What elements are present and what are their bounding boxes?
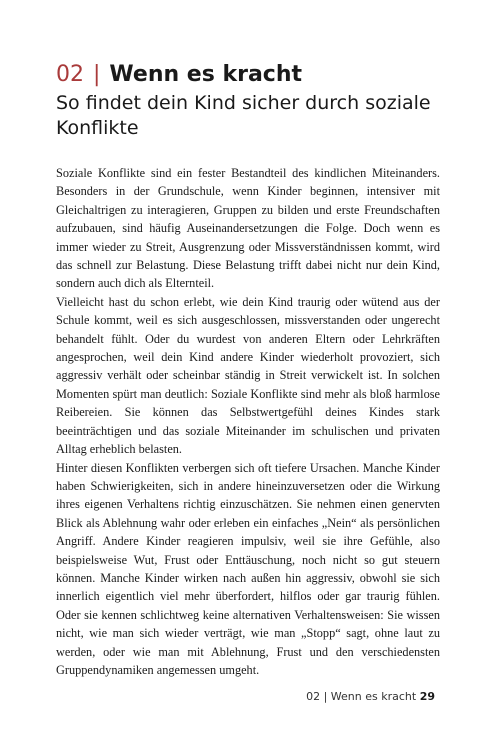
chapter-number: 02 xyxy=(56,62,84,87)
chapter-name: Wenn es kracht xyxy=(109,62,303,87)
body-text xyxy=(56,164,440,679)
paragraph-1: Soziale Konflikte sind ein fester Bestandteil des kindlichen Miteinanders. Besonders in der Grundschule, wenn Kinder beginnen, intensiver mit Gleichaltrigen zu interagieren, Gruppen zu bilden und erste Freundschaften aufzubauen, sind häufig Auseinandersetzungen die Folge. Doch wenn es immer wieder zu Streit, Ausgrenzung oder Missverständnissen kommt, wird das schnell zur Belastung. Diese Belastung trifft dabei nicht nur dein Kind, sondern auch dich als Elternteil. xyxy=(56,166,440,291)
chapter-title xyxy=(56,60,456,90)
page-number: 29 xyxy=(419,690,435,703)
paragraph-3: Hinter diesen Konflikten verbergen sich oft tiefere Ursachen. Manche Kinder haben Schwierigkeiten, sich in andere hineinzuversetzen oder die Wirkung ihres eigenen Verhaltens richtig einzuschätzen. Sie nehmen einen genervten Blick als Ablehnung wahr oder erleben ein einfaches „Nein“ als persönlichen Angriff. Andere Kinder reagieren impulsiv, weil sie ihre Gefühle, also beispielsweise Wut, Frust oder Enttäuschung, noch nicht so gut steuern können. Manche Kinder wirken nach außen hin aggressiv, obwohl sie sich innerlich eigentlich viel mehr überfordert, hilflos oder gar traurig fühlen. Oder sie kennen schlichtweg keine alternativen Verhaltensweisen: Sie wissen nicht, wie man sich wieder verträgt, wie man „Stopp“ sagt, ohne laut zu werden, oder wie man mit Ablehnung, Frust und den verschiedensten Gruppendynamiken angemessen umgeht. xyxy=(56,460,440,677)
paragraph-2: Vielleicht hast du schon erlebt, wie dein Kind traurig oder wütend aus der Schule kommt, weil es sich ausgeschlossen, missverstanden oder ungerecht behandelt fühlt. Oder du wurdest von anderen Eltern oder Lehrkräften angesprochen, weil dein Kind andere Kinder wiederholt provoziert, sich aggressiv verhält oder scheinbar ständig in Streit verwickelt ist. In solchen Momenten spürt man deutlich: Soziale Konflikte sind mehr als bloß harmlose Reibereien. Sie können das Selbstwertgefühl deines Kindes stark beeinträchtigen und das soziale Miteinander im schulischen und privaten Alltag erheblich belasten. xyxy=(56,294,440,457)
chapter-subtitle: So findet dein Kind sicher durch soziale Konflikte xyxy=(56,92,431,139)
footer-section: 02 | Wenn es kracht xyxy=(306,690,417,703)
chapter-heading xyxy=(56,60,456,141)
chapter-separator: | xyxy=(93,62,101,87)
page-footer xyxy=(306,690,435,703)
